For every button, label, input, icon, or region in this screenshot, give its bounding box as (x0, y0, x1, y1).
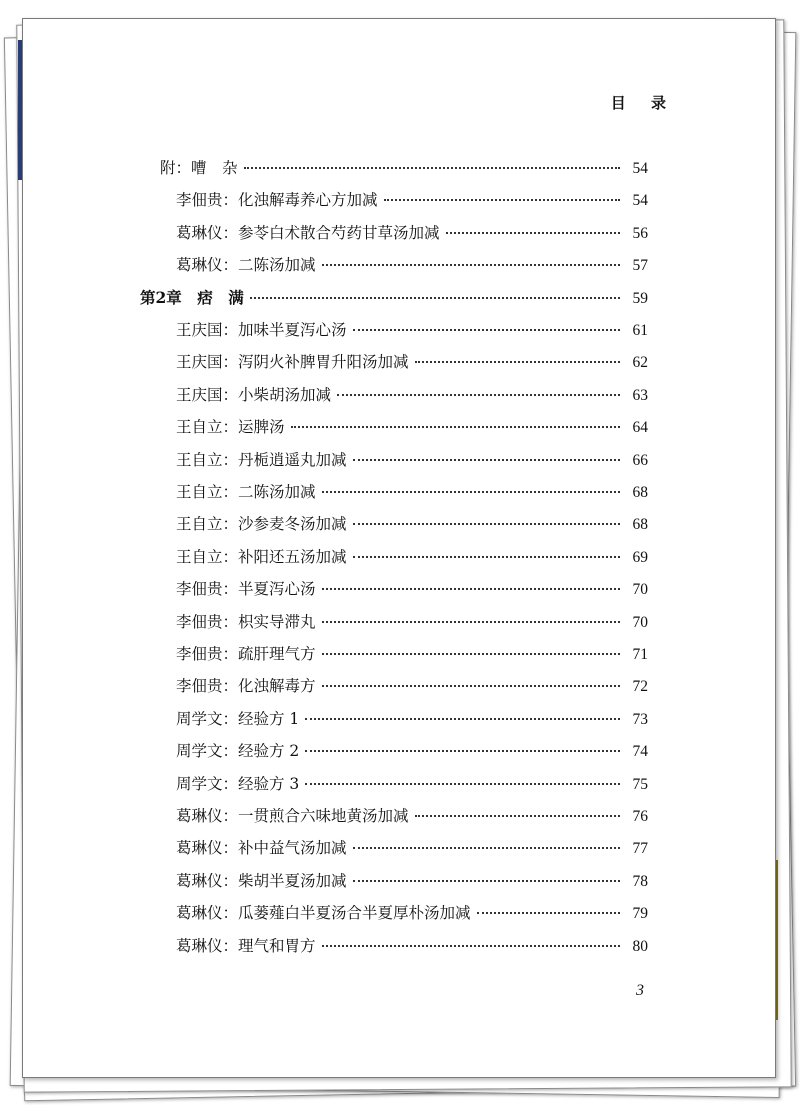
toc-entry-row (176, 351, 648, 373)
dot-leader (305, 750, 620, 752)
toc-entry-page: 77 (632, 840, 648, 858)
toc-entry-row (176, 481, 648, 503)
toc-chapter-row (140, 287, 648, 309)
page-header: 目 录 (610, 94, 676, 112)
toc-entry-row (176, 449, 648, 471)
toc-entry-page: 68 (632, 484, 648, 501)
toc-entry-row (176, 643, 648, 665)
toc-entry-title: 王庆国：泻阴火补脾胃升阳汤加减 (176, 353, 409, 372)
toc-entry-title: 第2章 痞 满 (140, 287, 244, 307)
toc-entry-row (176, 675, 648, 697)
toc-entry-title: 周学文：经验方 1 (176, 709, 300, 728)
toc-entry-title: 王自立：二陈汤加减 (176, 483, 316, 501)
toc-entry-row (176, 319, 648, 341)
toc-entry-row (176, 740, 648, 762)
toc-entry-title: 李佃贵：疏肝理气方 (176, 645, 316, 663)
toc-entry-title: 王自立：沙参麦冬汤加减 (176, 515, 347, 534)
toc-entry-row (176, 611, 648, 633)
dot-leader (322, 491, 620, 493)
dot-leader (353, 556, 620, 558)
toc-entry-page: 68 (632, 516, 648, 534)
toc-entry-title: 王自立：补阳还五汤加减 (176, 547, 347, 566)
toc-entry-page: 70 (632, 613, 648, 631)
toc-entry-title: 葛琳仪：柴胡半夏汤加减 (176, 871, 347, 890)
toc-entry-page: 76 (632, 808, 648, 825)
dot-leader (305, 718, 620, 720)
toc-entry-page: 75 (632, 775, 648, 793)
toc-entry-page: 80 (632, 937, 648, 955)
toc-entry-title: 王庆国：小柴胡汤加减 (176, 385, 332, 404)
dot-leader (353, 847, 620, 849)
dot-leader (353, 880, 620, 882)
toc-entry-page: 66 (632, 451, 648, 469)
toc-entry-title: 葛琳仪：二陈汤加减 (176, 256, 316, 275)
toc-entry-row (176, 189, 648, 211)
toc-entry-title: 葛琳仪：补中益气汤加减 (176, 839, 347, 858)
dot-leader (322, 653, 620, 655)
toc-entry-page: 73 (632, 710, 648, 728)
toc-entry-row (176, 513, 648, 535)
toc-entry-page: 62 (632, 354, 648, 372)
page-number: 3 (636, 982, 644, 999)
toc-entry-page: 61 (632, 322, 648, 339)
toc-entry-row (176, 578, 648, 600)
dot-leader (477, 912, 620, 914)
dot-leader (322, 621, 620, 623)
toc-entry-title: 附：嘈 杂 (160, 159, 238, 177)
toc-entry-row (176, 708, 648, 730)
toc-entry-row (176, 805, 648, 827)
dot-leader (322, 945, 620, 947)
dot-leader (353, 459, 620, 461)
toc-entry-page: 72 (632, 678, 648, 696)
dot-leader (322, 685, 620, 687)
toc-entry-title: 李佃贵：枳实导滞丸 (176, 612, 316, 631)
dot-leader (353, 329, 620, 331)
toc-entry-page: 57 (632, 257, 648, 275)
toc-entry-page: 70 (632, 581, 648, 599)
toc-entry-page: 71 (632, 646, 648, 663)
toc-entry-row (176, 773, 648, 795)
dot-leader (305, 783, 620, 785)
dot-leader (291, 426, 620, 428)
dot-leader (322, 264, 620, 266)
toc-entry-title: 周学文：经验方 2 (176, 742, 300, 761)
dot-leader (415, 361, 620, 363)
toc-entry-row (176, 384, 648, 406)
toc-entry-page: 64 (632, 419, 648, 437)
toc-entry-title: 李佃贵：化浊解毒方 (176, 677, 316, 696)
toc-entry-row (176, 870, 648, 892)
toc-entry-title: 葛琳仪：参苓白术散合芍药甘草汤加减 (176, 223, 440, 242)
toc-entry-title: 葛琳仪：瓜蒌薤白半夏汤合半夏厚朴汤加减 (176, 904, 471, 923)
dot-leader (250, 297, 620, 299)
toc-entry-row (176, 935, 648, 957)
toc-entry-title: 李佃贵：半夏泻心汤 (176, 580, 316, 599)
toc-entry-row (176, 546, 648, 568)
toc-entry-row (176, 902, 648, 924)
toc-entry-row (176, 222, 648, 244)
toc-entry-page: 54 (632, 160, 648, 177)
toc-entry-title: 葛琳仪：一贯煎合六味地黄汤加减 (176, 807, 409, 825)
dot-leader (415, 815, 620, 817)
toc-entry-title: 周学文：经验方 3 (176, 774, 300, 793)
toc-entry-page: 69 (632, 548, 648, 566)
toc-entry-row (176, 837, 648, 859)
toc-entry-title: 李佃贵：化浊解毒养心方加减 (176, 191, 378, 210)
toc-entry-page: 63 (632, 386, 648, 404)
toc-entry-row (176, 254, 648, 276)
toc-entry-row (176, 416, 648, 438)
toc-entry-title: 葛琳仪：理气和胃方 (176, 936, 316, 955)
dot-leader (353, 523, 620, 525)
toc-entry-page: 78 (632, 872, 648, 890)
dot-leader (446, 232, 620, 234)
toc-entry-page: 79 (632, 905, 648, 923)
toc-entry-title: 王庆国：加味半夏泻心汤 (176, 321, 347, 339)
dot-leader (244, 167, 620, 169)
toc-entry-page: 56 (632, 224, 648, 242)
dot-leader (337, 394, 620, 396)
toc-entry-page: 74 (632, 743, 648, 761)
toc-entry-page: 54 (632, 192, 648, 210)
toc-entry-title: 王自立：丹栀逍遥丸加减 (176, 450, 347, 469)
toc-entry-title: 王自立：运脾汤 (176, 418, 285, 437)
toc-entry-page: 59 (632, 289, 648, 307)
dot-leader (322, 588, 620, 590)
toc-entry-row (160, 157, 648, 179)
dot-leader (384, 199, 620, 201)
